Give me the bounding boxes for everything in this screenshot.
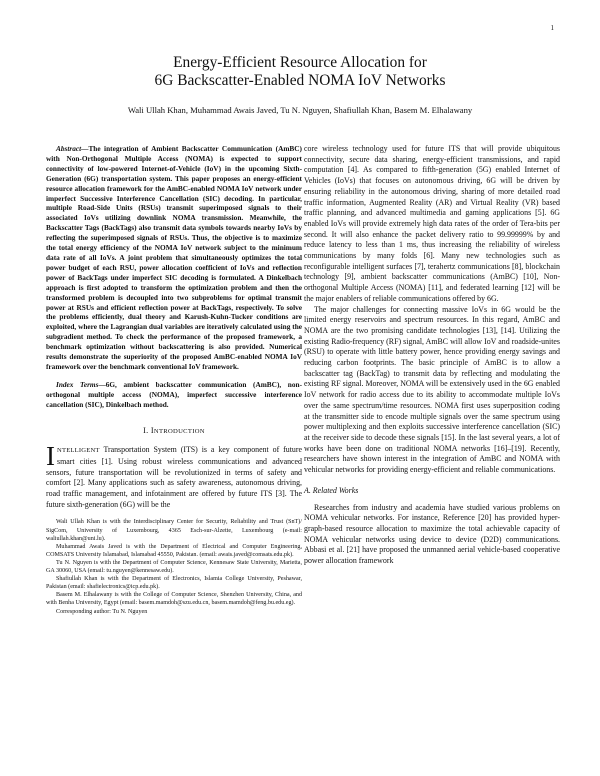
title-line-1: Energy-Efficient Resource Allocation for <box>173 54 427 71</box>
drop-cap: I <box>46 441 55 472</box>
footnote: Wali Ullah Khan is with the Interdisciplinary Center for Security, Reliability and Trust (SnT)/ SigCom, University of Luxembourg, 4365 Esch-sur-Alzette, Luxembourg (e-mail: waliullah.khan@uni.lu). <box>46 519 302 542</box>
intro-text: Transportation System (ITS) is a key component of future smart cities [1]. Using robust wireless communications and advanced sensors, future transportation will be revolutionized in terms of safety and comfort [2]. Many applications such as safety awareness, autonomous driving, road traffic management, and infotainment are offered by future ITS [3]. The future sixth-generation (6G) will be the <box>46 445 302 509</box>
subsection-heading-related-works: A. Related Works <box>304 485 359 495</box>
paper-title <box>0 54 600 90</box>
author-list: Wali Ullah Khan, Muhammad Awais Javed, Tu N. Nguyen, Shafiullah Khan, Basem M. Elhalawany <box>127 105 473 115</box>
section-numeral: I. I <box>143 425 154 435</box>
intro-caps: NTELLIGENT <box>57 447 100 455</box>
body-paragraph: Researches from industry and academia have studied various problems on NOMA vehicular networks. For instance, Reference [20] has provided hyper-graph-based resource allocation to maximize the total achievable capacity of NOMA vehicular networks using device to device (D2D) communications. Abbasi et al. [21] have proposed the unmanned aerial vehicle-based cooperative power allocation framework <box>304 502 560 566</box>
section-heading-introduction <box>46 426 302 438</box>
index-terms-label: Index Terms <box>56 379 99 389</box>
abstract <box>46 144 302 372</box>
author-footnotes <box>46 518 302 615</box>
abstract-label: Abstract <box>56 144 82 153</box>
body-paragraph: The major challenges for connecting massive IoVs in 6G would be the limited energy reservoirs and spectrum resources. In this regard, AmBC and NOMA are the two promising candidate technologies [13], [14]. Utilizing the existing Radio-frequency (RF) signal, AmBC will allow IoV and roadside-unites (RSU) to operate with little battery power, hence providing energy savings and reducing carbon footprints. The basic principle of AmBC is to allow a backscatter tag (BackTag) to transmit data by reflecting and modulating the existing RF signal. Moreover, NOMA will be extensively used in the 6G enabled IoV network for radio access due to its ability to accommodate multiple IoVs over the same spectrum/time resources. NOMA first uses superposition coding at the transmitter side to encode multiple signals over the same spectrum using power multiplexing and then exploits successive interference cancellation (SIC) at the receiver side to decode these signals [15]. In the last several years, a lot of works have been done on traditional NOMA networks [16]–[19]. Recently, researchers have shown interest in the integration of AmBC and NOMA with vehicular networks for providing energy-efficient and reliable communications. <box>304 304 560 475</box>
section-caps: NTRODUCTION <box>153 427 205 435</box>
intro-paragraph <box>46 441 302 510</box>
body-paragraph: core wireless technology used for future ITS that will provide ubiquitous connectivity, secure data sharing, energy-efficient transmissions, and rapid computation [4]. As compared to fifth-generation (5G) enabled Internet of Vehicles (IoVs) that focuses on autonomous driving, 6G will be driven by ensuring reliability in the autonomous driving, sharing of more detailed road traffic information, Augmented Reality (AR) and Virtual Reality (VR) based traffic planning, and advanced multimedia and gaming applications [5]. 6G enabled IoVs will provide extremely high data rates of the order of Tera-bits per second. It will also enhance the packet delivery ratio to 99.99999% by and reduce latency to less than 1 ms, thus increasing the reliability of wireless communications by many folds [6]. Many new technologies such as reconfigurable intelligent surfaces [7], terahertz communications [8], blockchain technology [9], ambient backscatter communications (AmBC) [10], Non-orthogonal Multiple Access (NOMA) [11], and federated learning [12] will be the major enablers of reliable communications offered by 6G. <box>304 144 560 303</box>
page-number: 1 <box>550 24 554 32</box>
footnote: Muhammad Awais Javed is with the Department of Electrical and Computer Engineering, COMSATS University Islamabad, Islamabad 45550, Pakistan. (email: awais.javed@comsats.edu.pk). <box>46 543 302 558</box>
footnote: Basem M. Elhalawany is with the College of Computer Science, Shenzhen University, China, and with Benha University, Egypt (email: basem.mamdoh@szu.edu.cn, basem.mamdoh@feng.bu.edu.eg). <box>46 592 302 607</box>
title-line-2: 6G Backscatter-Enabled NOMA IoV Networks <box>154 72 446 89</box>
footnote: Corresponding author: Tu N. Nguyen <box>56 608 148 615</box>
index-terms <box>46 380 302 410</box>
abstract-text: —The integration of Ambient Backscatter Communication (AmBC) with Non-Orthogonal Multiple Access (NOMA) is expected to support connectivity of low-powered Internet-of-Vehicle (IoV) in the upcoming Sixth-Generation (6G) transportation system. This paper proposes an energy-efficient resource allocation framework for the AmBC-enabled NOMA IoV network under imperfect Successive Interference Cancellation (SIC) decoding. In particular, multiple Road-Side Units (RSUs) transmit superimposed signals to their associated IoVs utilizing downlink NOMA transmission. Meanwhile, the Backscatter Tags (BackTags) also transmit data symbols towards nearby IoVs by reflecting the superimposed signals of RSUs. Thus, the objective is to maximize the total energy efficiency of the NOMA IoV network subject to the minimum data rate of all IoVs. A joint problem that simultaneously optimizes the total power budget of each RSU, power allocation coefficient of IoVs and reflection power of BackTags under imperfect SIC decoding is formulated. A Dinkelbach approach is first adopted to transform the optimization problem and then the transformed problem is decoupled into two subproblems for optimal transmit power at RSUs and efficient reflection power at BackTags, respectively. To solve the problems efficiently, dual theory and Karush-Kuhn-Tucker conditions are exploited, where the Lagrangian dual variables are iteratively calculated using the subgradient method. To check the performance of the proposed framework, a benchmark optimization without backscattering is also provided. Numerical results demonstrate the superiority of the proposed AmBC-enabled NOMA IoV framework over the benchmark conventional IoV framework. <box>46 144 302 371</box>
index-terms-text: —6G, ambient backscatter communication (AmBC), non-orthogonal multiple access (NOMA), imperfect successive interference cancellation (SIC), Dinkelbach method. <box>46 379 302 409</box>
footnote: Tu N. Nguyen is with the Department of Computer Science, Kennesaw State University, Marietta, GA 30060, USA (email: tu.nguyen@kennesaw.edu). <box>46 559 302 575</box>
footnote: Shafiullah Khan is with the Department of Electronics, Islamia College University, Peshawar, Pakistan (email: shafielectronics@icp.edu.pk). <box>46 576 302 591</box>
left-column <box>46 144 302 616</box>
right-column <box>304 144 560 567</box>
